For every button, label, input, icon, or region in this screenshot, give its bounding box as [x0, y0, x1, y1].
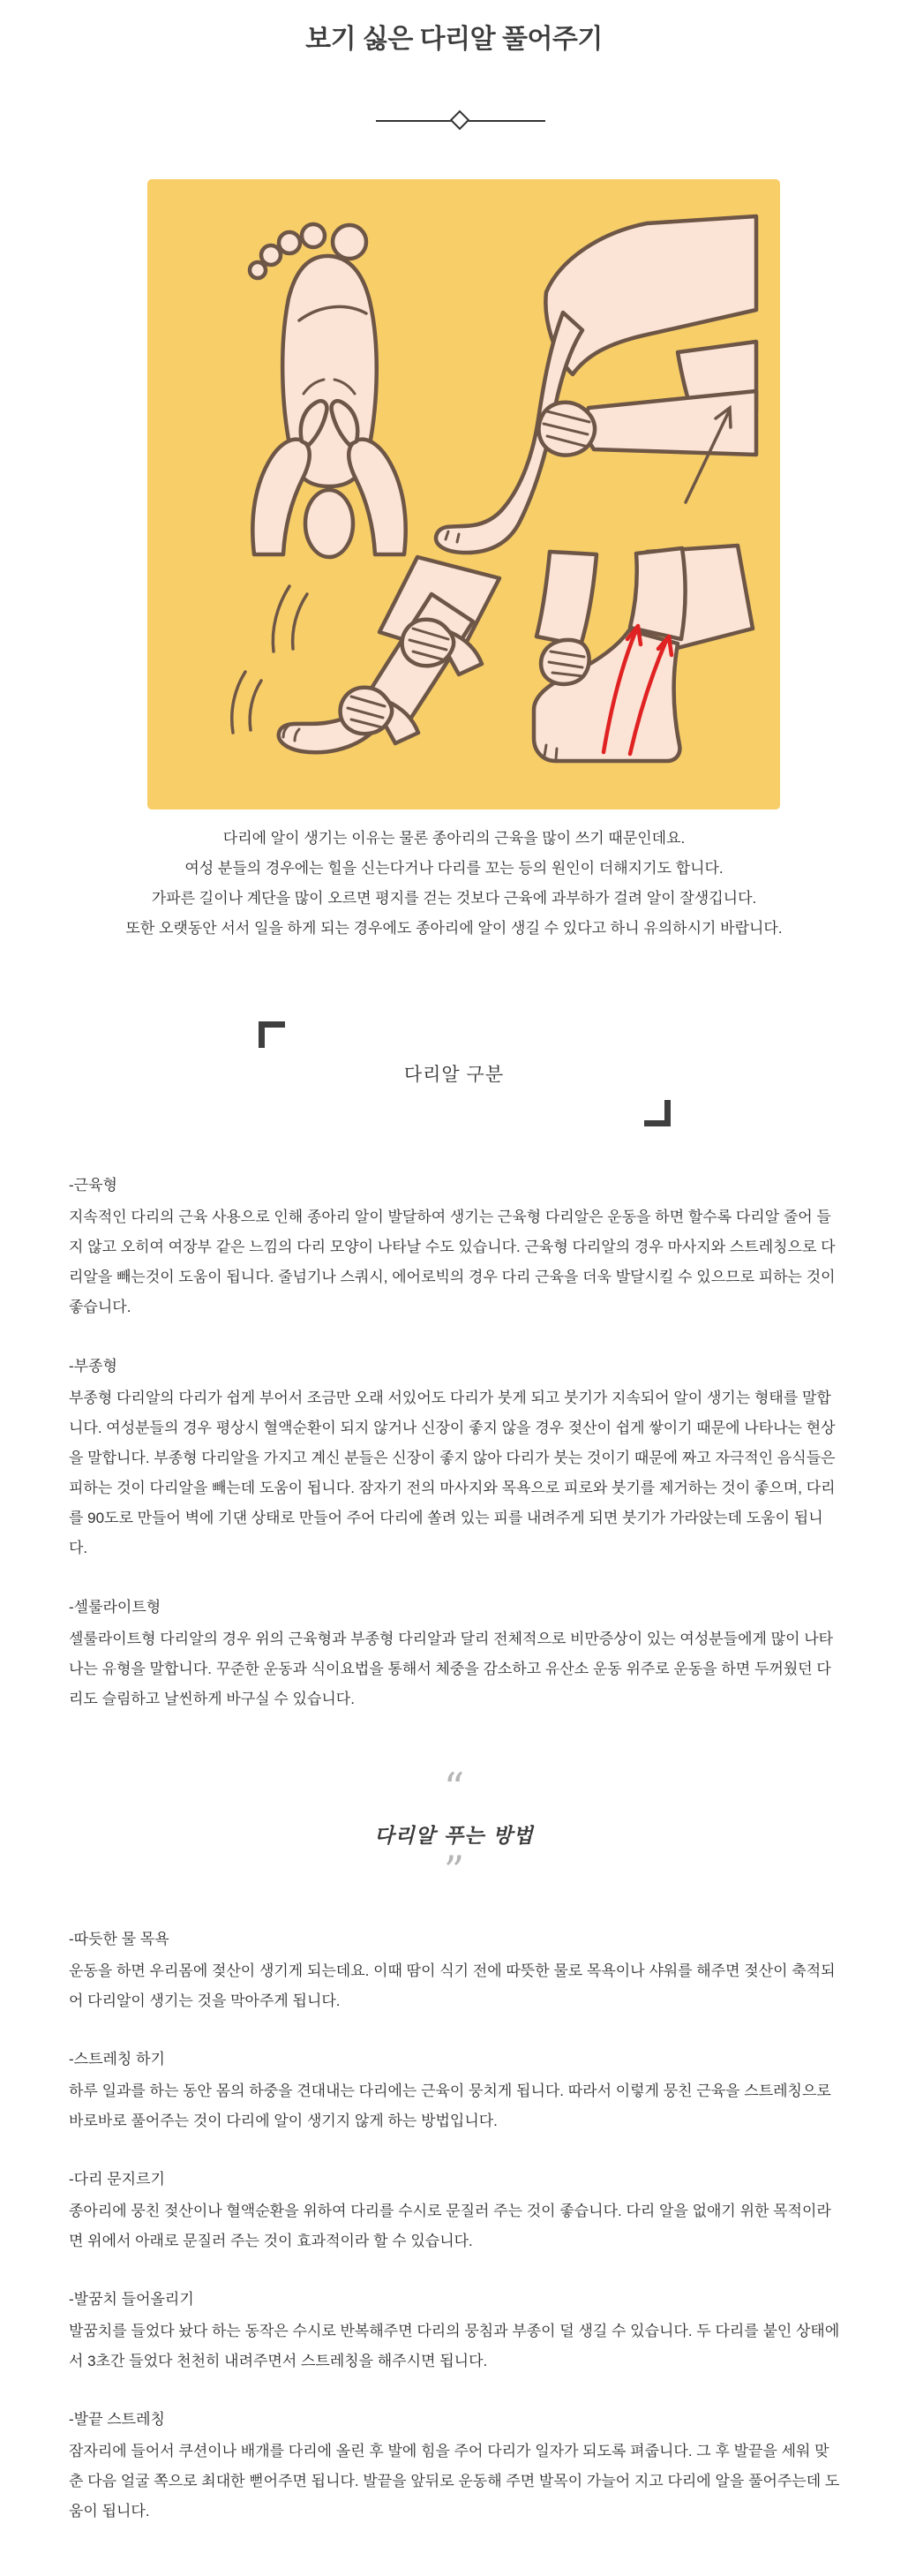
intro-line: 다리에 알이 생기는 이유는 물론 종아리의 근육을 많이 쓰기 때문인데요.	[222, 830, 686, 847]
intro-line: 여성 분들의 경우에는 힐을 신는다거나 다리를 꼬는 등의 원인이 더해지기도 합니다.	[184, 860, 724, 877]
type-body: 셀룰라이트형 다리알의 경우 위의 근육형과 부종형 다리알과 달리 전체적으로 비만증상이 있는 여성분들에게 많이 나타나는 유형을 말합니다. 꾸준한 운동과 식이요법을 통해서 체중을 감소하고 유산소 운동 위주로 운동을 하면 두꺼웠던 다리도 슬림하고 날씬하게 바구실 수 있습니다.	[69, 1631, 834, 1707]
method-label: -따듯한 물 목욕	[69, 1931, 169, 1947]
method-label: -발끝 스트레칭	[69, 2411, 165, 2428]
calf-massage-illustration	[147, 179, 780, 810]
methods-section-heading: 다리알 푸는 방법	[374, 1824, 534, 1848]
type-label: -부종형	[69, 1358, 117, 1375]
top-left-bracket-decoration	[259, 1021, 285, 1048]
method-item	[69, 2045, 841, 2136]
method-body: 운동을 하면 우리몸에 젖산이 생기게 되는데요. 이때 땀이 식기 전에 따뜻한 물로 목욕이나 샤워를 해주면 젖산이 축적되어 다리알이 생기는 것을 막아주게 됩니다.	[69, 1962, 836, 2009]
method-label: -발꿈치 들어올리기	[69, 2291, 194, 2308]
method-body: 발꿈치를 들었다 놨다 하는 동작은 수시로 반복해주면 다리의 뭉침과 부종이 덜 생길 수 있습니다. 두 다리를 붙인 상태에서 3초간 들었다 천천히 내려주면서 스트레칭을 해주시면 됩니다.	[69, 2323, 840, 2369]
method-label: -스트레칭 하기	[69, 2051, 165, 2068]
type-body: 부종형 다리알의 다리가 쉽게 부어서 조금만 오래 서있어도 다리가 붓게 되고 붓기가 지속되어 알이 생기는 형태를 말합니다. 여성분들의 경우 평상시 혈액순환이 되지 않거나 신장이 좋지 않을 경우 젖산이 쉽게 쌓이기 때문에 나타나는 현상을 말합니다. 부종형 다리알을 가지고 계신 분들은 신장이 좋지 않아 다리가 붓는 것이기 때문에 짜고 자극적인 음식들은 피하는 것이 다리알을 빼는데 도움이 됩니다. 잠자기 전의 마사지와 목욕으로 피로와 붓기를 제거하는 것이 좋으며, 다리를 90도로 만들어 벽에 기댄 상태로 만들어 주어 다리에 쏠려 있는 피를 내려주게 되면 붓기가 가라앉는데 도움이 됩니다.	[69, 1390, 836, 1556]
intro-line: 가파른 길이나 계단을 많이 오르면 평지를 걷는 것보다 근육에 과부하가 걸려 알이 잘생깁니다.	[151, 890, 757, 907]
method-body: 하루 일과를 하는 동안 몸의 하중을 견대내는 다리에는 근육이 뭉치게 됩니다. 따라서 이렇게 뭉친 근육을 스트레칭으로 바로바로 풀어주는 것이 다리에 알이 생기지 않게 하는 방법입니다.	[69, 2083, 831, 2129]
bottom-right-bracket-decoration	[644, 1100, 671, 1126]
intro-paragraph	[0, 824, 908, 944]
type-item	[69, 1171, 841, 1322]
open-quote-icon: “	[443, 1764, 465, 1811]
type-label: -근육형	[69, 1177, 117, 1194]
close-quote-icon: ”	[443, 1847, 465, 1894]
type-body: 지속적인 다리의 근육 사용으로 인해 종아리 알이 발달하여 생기는 근육형 다리알은 운동을 하면 할수록 다리알 줄어 들지 않고 오히여 여장부 같은 느낌의 다리 모양이 나타날 수도 있습니다. 근육형 다리알의 경우 마사지와 스트레칭으로 다리알을 빼는것이 도움이 됩니다. 줄넘기나 스쿼시, 에어로빅의 경우 다리 근육을 더욱 발달시킬 수 있으므로 피하는 것이 좋습니다.	[69, 1209, 836, 1315]
method-item	[69, 2285, 841, 2376]
type-label: -셀룰라이트형	[69, 1599, 161, 1616]
massage-illustration-svg	[147, 179, 780, 810]
method-item	[69, 1924, 841, 2016]
page-title: 보기 싫은 다리알 풀어주기	[305, 25, 603, 54]
types-section	[69, 1171, 841, 1744]
intro-line: 또한 오랫동안 서서 일을 하게 되는 경우에도 종아리에 알이 생길 수 있다고 하니 유의하시기 바랍니다.	[125, 920, 783, 937]
type-item	[69, 1593, 841, 1714]
method-body: 잠자리에 들어서 쿠션이나 배개를 다리에 올린 후 발에 힘을 주어 다리가 일자가 되도록 펴줍니다. 그 후 발끝을 세워 맞춘 다음 얼굴 쪽으로 최대한 뻗어주면 됩니다. 발끝을 앞뒤로 운동해 주면 발목이 가늘어 지고 다리에 알을 풀어주는데 도움이 됩니다.	[69, 2443, 840, 2520]
type-item	[69, 1352, 841, 1563]
method-body: 종아리에 뭉친 젖산이나 혈액순환을 위하여 다리를 수시로 문질러 주는 것이 좋습니다. 다리 알을 없애기 위한 목적이라면 위에서 아래로 문질러 주는 것이 효과적이라 할 수 있습니다.	[69, 2203, 831, 2249]
diamond-icon	[450, 110, 470, 131]
method-item	[69, 2405, 841, 2527]
method-item	[69, 2165, 841, 2256]
methods-section	[69, 1924, 841, 2555]
method-label: -다리 문지르기	[69, 2171, 165, 2188]
types-section-heading: 다리알 구분	[403, 1065, 505, 1085]
